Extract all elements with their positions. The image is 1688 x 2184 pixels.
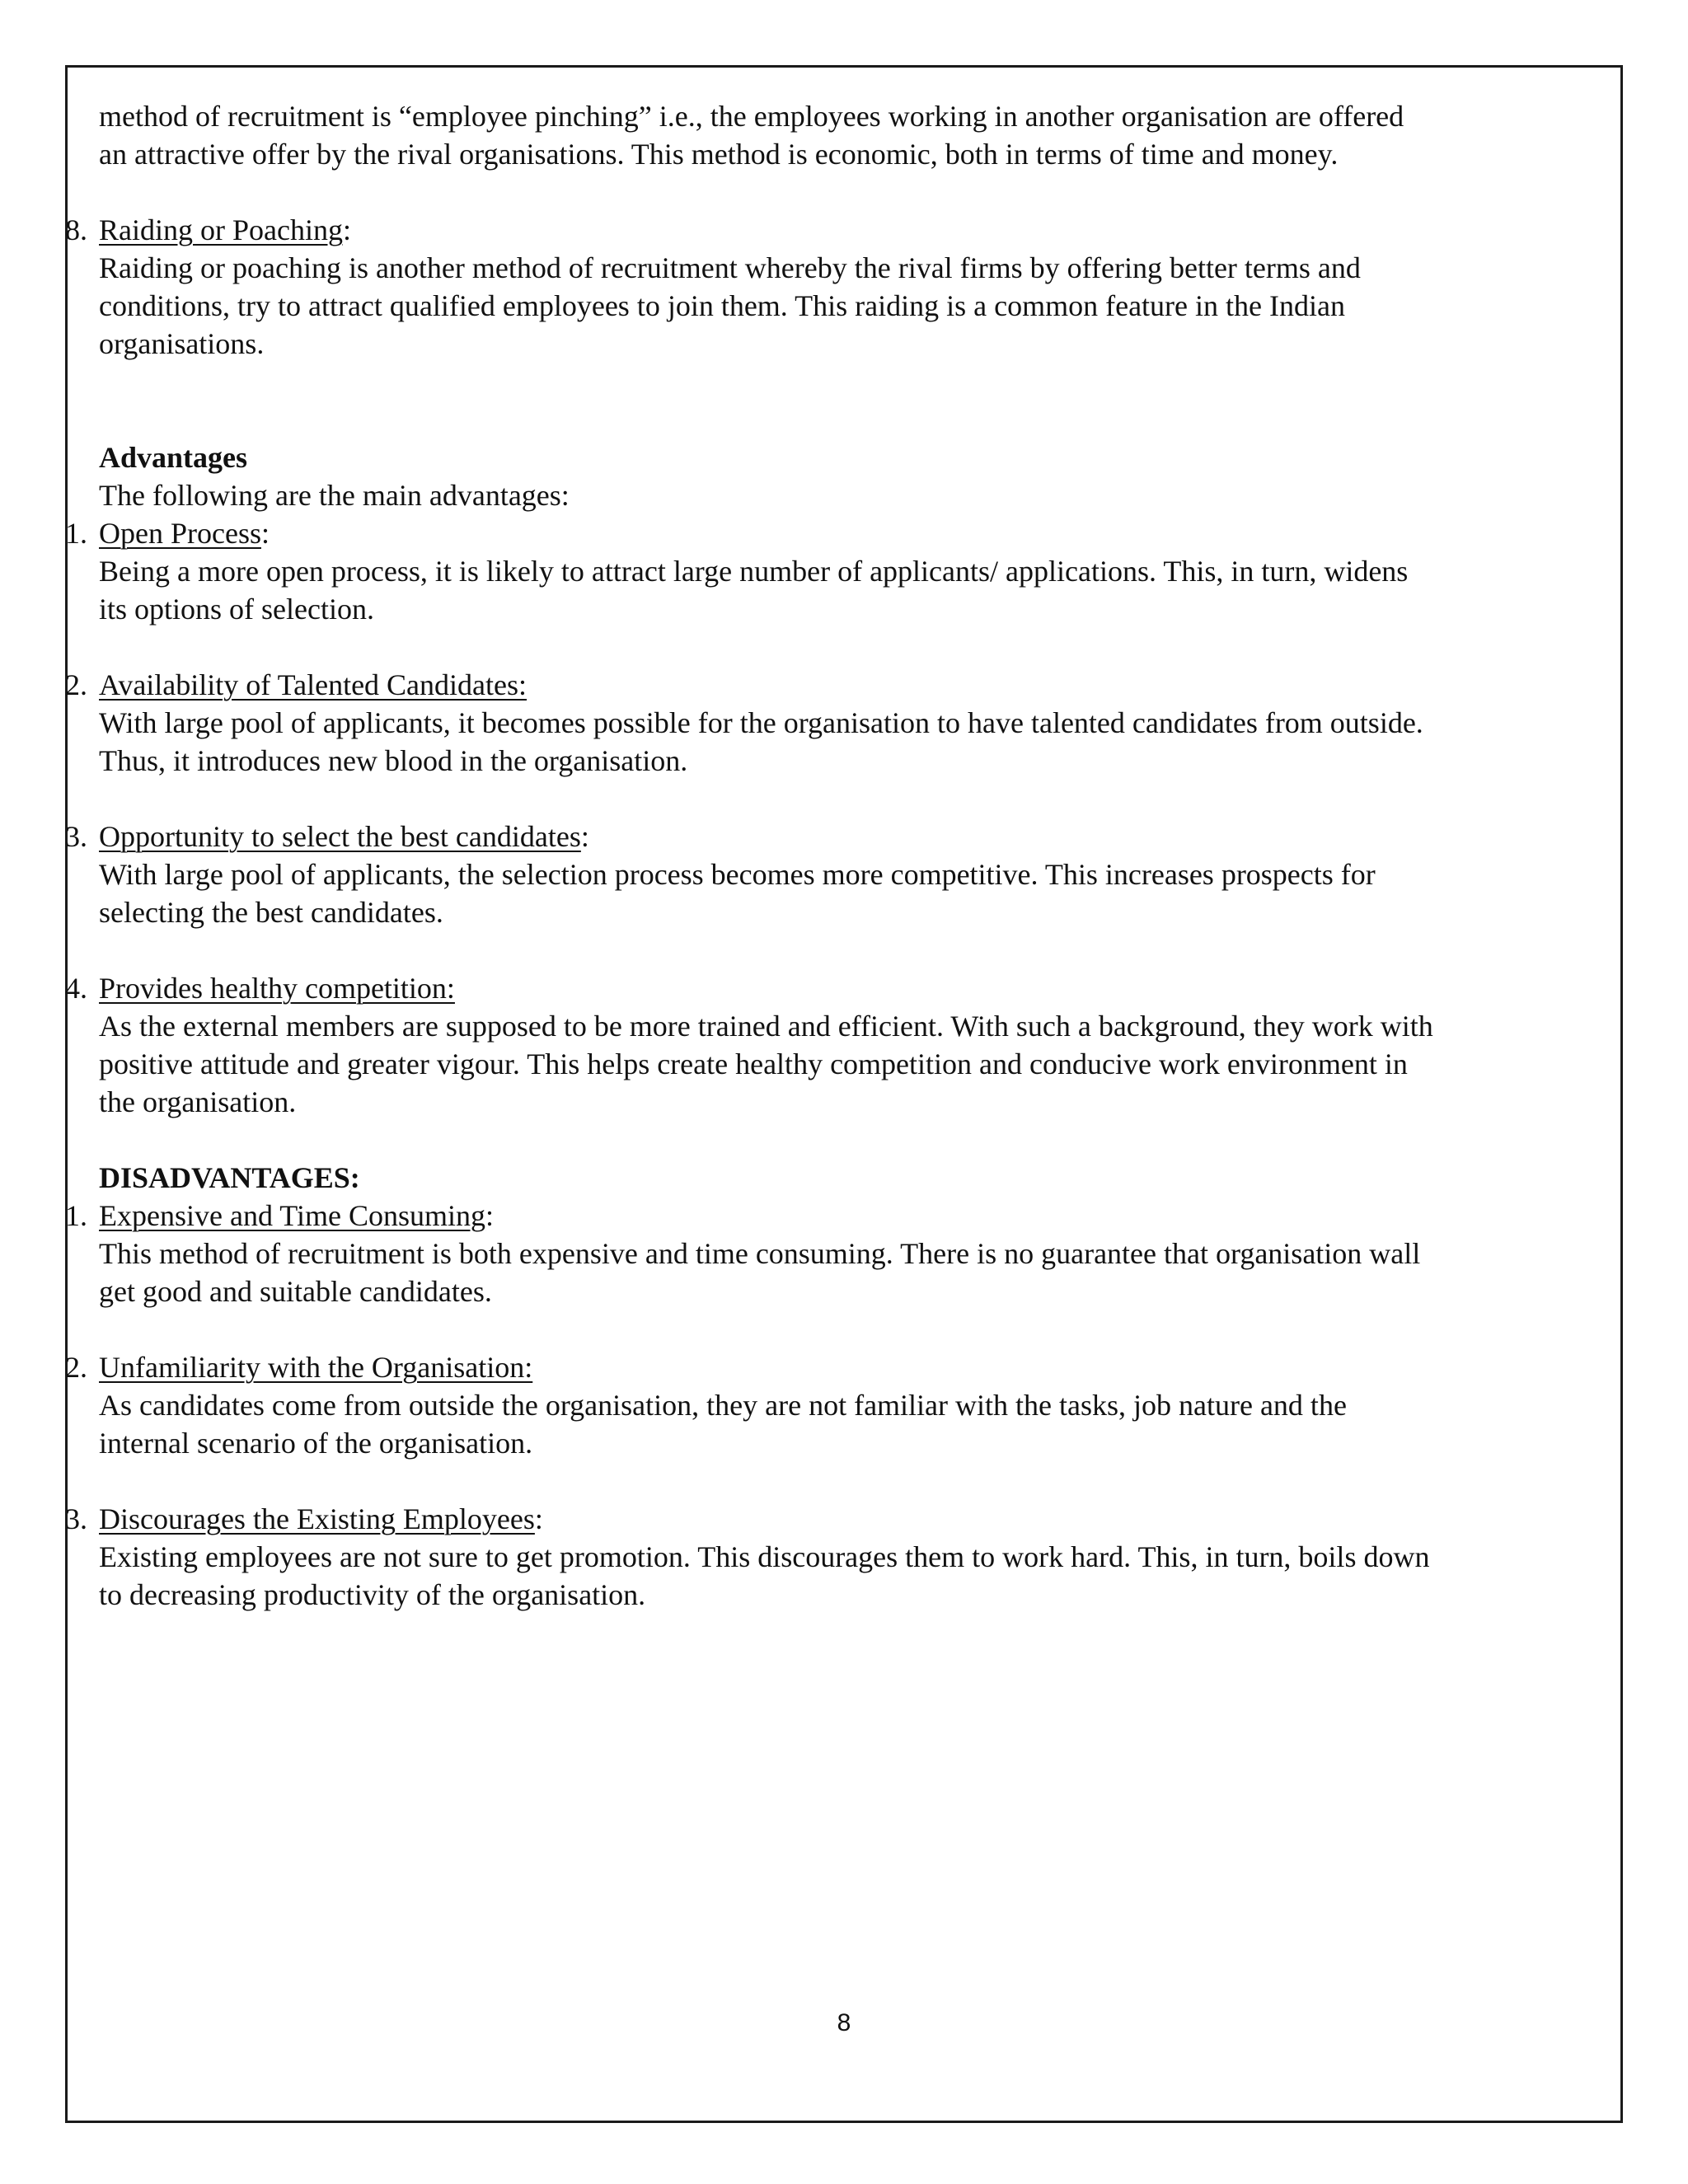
item-colon: : — [534, 1502, 543, 1535]
item-heading — [65, 818, 1595, 855]
item-number: 2. — [65, 668, 87, 701]
item-heading — [65, 1197, 1595, 1235]
item-title: Provides healthy competition: — [99, 972, 455, 1005]
item-colon: : — [260, 517, 270, 550]
disadvantage-item — [65, 1197, 1595, 1310]
disadvantage-item — [65, 1500, 1595, 1614]
body-line: its options of selection. — [99, 593, 374, 626]
intro-line: method of recruitment is “employee pinching” i.e., the employees working in another organisation are offered — [99, 100, 1404, 133]
intro-line: an attractive offer by the rival organisations. This method is economic, both in terms of time and money. — [99, 138, 1339, 171]
disadvantages-section — [65, 1159, 1595, 1614]
body-line: With large pool of applicants, it becomes possible for the organisation to have talented candidates from outside. — [99, 706, 1423, 739]
body-line: organisations. — [99, 327, 265, 360]
item-title: Availability of Talented Candidates: — [99, 668, 528, 701]
item-heading — [65, 1348, 1595, 1386]
body-line: internal scenario of the organisation. — [99, 1427, 533, 1460]
disadvantages-heading: DISADVANTAGES: — [99, 1161, 360, 1194]
body-line: Being a more open process, it is likely to attract large number of applicants/ applications. This, in turn, widens — [99, 555, 1409, 588]
item-title: Raiding or Poaching — [99, 213, 343, 246]
body-line: As the external members are supposed to be more trained and efficient. With such a background, they work with — [99, 1010, 1433, 1043]
body-line: to decreasing productivity of the organisation. — [99, 1578, 646, 1611]
body-line: Existing employees are not sure to get promotion. This discourages them to work hard. This, in turn, boils down — [99, 1540, 1430, 1573]
item-heading — [65, 666, 1595, 704]
item-number: 3. — [65, 1502, 87, 1535]
body-line: selecting the best candidates. — [99, 896, 443, 929]
body-line: get good and suitable candidates. — [99, 1275, 492, 1308]
body-line: With large pool of applicants, the selection process becomes more competitive. This increases prospects for — [99, 858, 1376, 891]
raiding-section — [65, 211, 1595, 363]
item-number: 1. — [65, 517, 87, 550]
item-number: 3. — [65, 820, 87, 853]
disadvantage-item — [65, 1348, 1595, 1462]
item-colon: : — [580, 820, 589, 853]
advantage-item — [65, 666, 1595, 780]
item-number: 2. — [65, 1351, 87, 1384]
body-line: Thus, it introduces new blood in the organisation. — [99, 744, 688, 777]
item-title: Opportunity to select the best candidates — [99, 820, 581, 853]
advantage-item — [65, 514, 1595, 628]
body-line: As candidates come from outside the organisation, they are not familiar with the tasks, job nature and the — [99, 1389, 1347, 1422]
item-number: 4. — [65, 972, 87, 1005]
body-line: positive attitude and greater vigour. This helps create healthy competition and conducive work environment in — [99, 1047, 1408, 1080]
advantages-section — [65, 438, 1595, 1121]
item-title: Open Process — [99, 517, 261, 550]
advantage-item — [65, 818, 1595, 931]
body-line: This method of recruitment is both expensive and time consuming. There is no guarantee that organisation wall — [99, 1237, 1421, 1270]
item-colon: : — [485, 1199, 495, 1232]
body-line: Raiding or poaching is another method of recruitment whereby the rival firms by offering better terms and — [99, 251, 1361, 284]
item-heading — [65, 1500, 1595, 1538]
advantage-item — [65, 969, 1595, 1121]
item-colon: : — [342, 213, 351, 246]
item-number: 8. — [65, 213, 87, 246]
page-number: 8 — [837, 2009, 851, 2036]
item-heading — [65, 514, 1595, 552]
item-heading — [65, 969, 1595, 1007]
document-body — [65, 97, 1595, 1614]
body-line: conditions, try to attract qualified employees to join them. This raiding is a common feature in the Indian — [99, 289, 1345, 322]
body-line: the organisation. — [99, 1085, 297, 1118]
advantages-heading: Advantages — [99, 441, 248, 474]
item-title: Unfamiliarity with the Organisation: — [99, 1351, 533, 1384]
intro-paragraph — [99, 97, 1595, 173]
item-title: Expensive and Time Consuming — [99, 1199, 486, 1232]
raiding-heading — [65, 211, 1595, 249]
advantages-intro: The following are the main advantages: — [99, 479, 570, 512]
item-title: Discourages the Existing Employees — [99, 1502, 535, 1535]
item-number: 1. — [65, 1199, 87, 1232]
